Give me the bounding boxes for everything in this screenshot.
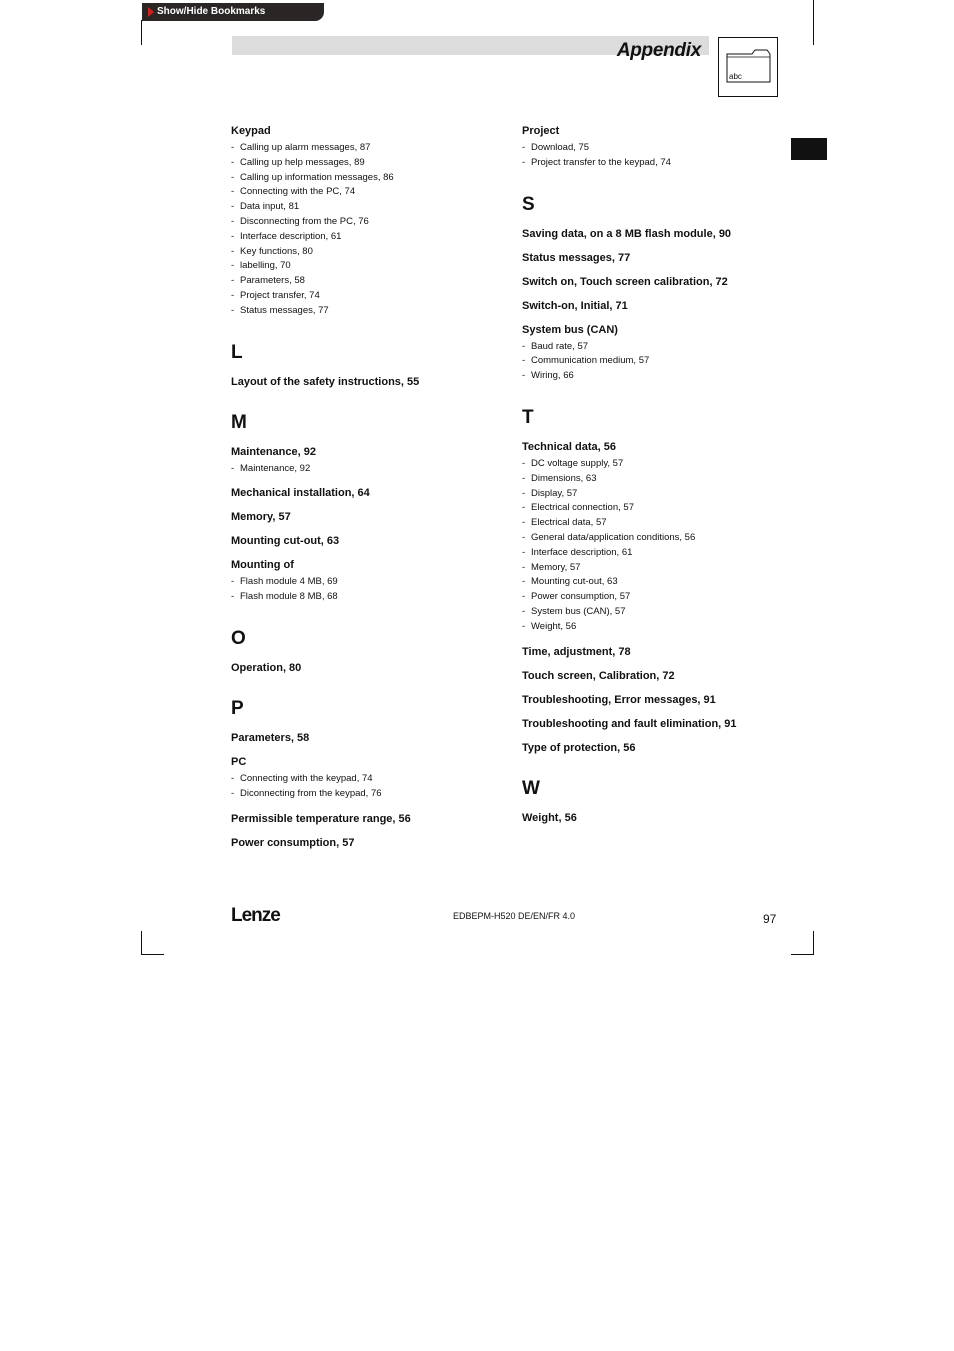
- index-subentry-text: Interface description, 61: [240, 230, 342, 242]
- index-subentry: [522, 620, 792, 635]
- index-letter-heading: O: [231, 627, 246, 649]
- index-subentry: [231, 215, 501, 230]
- index-entry: Power consumption, 57: [231, 836, 355, 849]
- dash-bullet: -: [231, 304, 235, 316]
- index-subentry: [522, 156, 792, 171]
- index-subentry-text: Mounting cut-out, 63: [531, 576, 618, 588]
- index-subentry-text: Maintenance, 92: [240, 462, 311, 474]
- dash-bullet: -: [231, 591, 235, 603]
- index-subentry: [231, 259, 501, 274]
- index-subentry-text: DC voltage supply, 57: [531, 457, 624, 469]
- crop-mark-bottom-right-v: [813, 931, 814, 955]
- index-subentry-text: Key functions, 80: [240, 245, 313, 257]
- index-subentry-text: Connecting with the PC, 74: [240, 186, 356, 198]
- show-hide-bookmarks-button[interactable]: [142, 3, 324, 21]
- dash-bullet: -: [231, 289, 235, 301]
- index-subentry-text: labelling, 70: [240, 260, 291, 272]
- dash-bullet: -: [522, 517, 526, 529]
- index-subentry-text: Project transfer, 74: [240, 289, 320, 301]
- index-letter-heading: M: [231, 411, 247, 433]
- index-subentry-text: Flash module 8 MB, 68: [240, 591, 338, 603]
- dash-bullet: -: [231, 186, 235, 198]
- index-subentry: [231, 230, 501, 245]
- index-entry: Permissible temperature range, 56: [231, 812, 411, 825]
- index-subentry-text: Project transfer to the keypad, 74: [531, 156, 671, 168]
- index-subentry: [522, 141, 792, 156]
- index-subentry: [231, 171, 501, 186]
- dash-bullet: -: [231, 142, 235, 153]
- index-entry: Troubleshooting, Error messages, 91: [522, 693, 716, 706]
- bookmark-button-label: Show/Hide Bookmarks: [157, 6, 266, 17]
- section-title: Appendix: [616, 40, 701, 61]
- dash-bullet: -: [522, 502, 526, 514]
- dash-bullet: -: [522, 620, 526, 632]
- page-number: 97: [763, 912, 777, 926]
- dash-bullet: -: [231, 462, 235, 474]
- index-subentry: [522, 531, 792, 546]
- folder-abc-icon: [719, 38, 777, 96]
- index-subentry-text: Diconnecting from the keypad, 76: [240, 787, 382, 799]
- index-entry: Type of protection, 56: [522, 741, 636, 754]
- index-entry: PC: [231, 755, 247, 768]
- index-subentry-text: Parameters, 58: [240, 275, 305, 287]
- index-entry: Touch screen, Calibration, 72: [522, 669, 675, 682]
- index-letter-heading: P: [231, 697, 244, 719]
- index-entry: Mechanical installation, 64: [231, 487, 370, 500]
- index-entry: System bus (CAN): [522, 323, 618, 336]
- index-subentry: [231, 185, 501, 200]
- index-subentry-text: Display, 57: [531, 487, 578, 499]
- document-id: EDBEPM-H520 DE/EN/FR 4.0: [453, 911, 576, 921]
- index-subentry: [522, 369, 792, 384]
- index-subentry: [231, 141, 501, 156]
- index-icon-box: [718, 37, 778, 97]
- index-letter-heading: L: [231, 341, 243, 363]
- play-arrow-icon: [148, 7, 154, 17]
- index-entry: Switch-on, Initial, 71: [522, 299, 628, 312]
- index-entry: Weight, 56: [522, 811, 577, 824]
- dash-bullet: -: [231, 787, 235, 799]
- index-letter-heading: T: [522, 406, 534, 428]
- crop-mark-top-left: [141, 20, 142, 45]
- index-subentry: [522, 487, 792, 502]
- dash-bullet: -: [231, 576, 235, 588]
- index-subentry: [231, 575, 501, 590]
- index-subentry-text: Connecting with the keypad, 74: [240, 772, 373, 784]
- index-subentry-text: Calling up information messages, 86: [240, 171, 394, 183]
- index-subentry: [231, 772, 501, 787]
- dash-bullet: -: [522, 355, 526, 367]
- index-subentry: [231, 590, 501, 605]
- index-subentry: [522, 561, 792, 576]
- index-subentry-text: Baud rate, 57: [531, 340, 589, 352]
- index-subentry-text: Wiring, 66: [531, 370, 574, 382]
- dash-bullet: -: [522, 591, 526, 603]
- index-entry: Keypad: [231, 125, 271, 137]
- index-entry: Parameters, 58: [231, 731, 310, 744]
- index-entry: Mounting cut-out, 63: [231, 535, 340, 548]
- dash-bullet: -: [231, 260, 235, 272]
- dash-bullet: -: [231, 156, 235, 168]
- dash-bullet: -: [231, 230, 235, 242]
- index-subentry: [231, 245, 501, 260]
- index-entry: Project: [522, 125, 560, 137]
- index-subentry-text: Data input, 81: [240, 201, 300, 213]
- dash-bullet: -: [522, 605, 526, 617]
- crop-mark-top-right: [813, 0, 814, 45]
- index-subentry: [522, 457, 792, 472]
- index-subentry: [522, 590, 792, 605]
- index-subentry-text: Disconnecting from the PC, 76: [240, 215, 369, 227]
- index-subentry-text: Download, 75: [531, 142, 590, 153]
- index-entry: Troubleshooting and fault elimination, 91: [522, 717, 737, 730]
- index-entry: Status messages, 77: [522, 251, 631, 264]
- lenze-logo: Lenze: [231, 905, 280, 926]
- crop-mark-bottom-left-h: [141, 954, 164, 955]
- dash-bullet: -: [522, 576, 526, 588]
- index-column-left: [231, 124, 501, 850]
- index-subentry-text: Weight, 56: [531, 620, 577, 632]
- index-subentry-text: Power consumption, 57: [531, 591, 631, 603]
- dash-bullet: -: [231, 772, 235, 784]
- index-subentry-text: System bus (CAN), 57: [531, 605, 626, 617]
- index-subentry-text: Electrical connection, 57: [531, 502, 634, 514]
- index-subentry-text: Calling up alarm messages, 87: [240, 142, 371, 153]
- index-entry: Switch on, Touch screen calibration, 72: [522, 275, 728, 288]
- index-subentry: [522, 516, 792, 531]
- dash-bullet: -: [231, 201, 235, 213]
- index-entry: Technical data, 56: [522, 440, 616, 453]
- dash-bullet: -: [522, 487, 526, 499]
- index-subentry: [522, 575, 792, 590]
- crop-mark-bottom-right-h: [791, 954, 814, 955]
- index-subentry-text: Electrical data, 57: [531, 517, 607, 529]
- dash-bullet: -: [522, 142, 526, 153]
- index-subentry-text: Status messages, 77: [240, 304, 329, 316]
- dash-bullet: -: [522, 472, 526, 484]
- index-entry: Operation, 80: [231, 661, 302, 674]
- index-subentry-text: Dimensions, 63: [531, 472, 597, 484]
- dash-bullet: -: [231, 245, 235, 257]
- dash-bullet: -: [522, 457, 526, 469]
- icon-abc-text: abc: [729, 72, 742, 81]
- dash-bullet: -: [231, 215, 235, 227]
- index-letter-heading: S: [522, 193, 535, 215]
- crop-mark-bottom-left-v: [141, 931, 142, 955]
- index-letter-heading: W: [522, 777, 540, 799]
- index-subentry: [522, 340, 792, 355]
- dash-bullet: -: [522, 156, 526, 168]
- index-subentry: [522, 472, 792, 487]
- index-subentry: [231, 304, 501, 319]
- index-entry: Maintenance, 92: [231, 445, 316, 458]
- index-subentry: [522, 354, 792, 369]
- index-subentry-text: General data/application conditions, 56: [531, 531, 696, 543]
- index-entry: Mounting of: [231, 559, 294, 572]
- dash-bullet: -: [522, 340, 526, 352]
- index-subentry: [231, 156, 501, 171]
- index-subentry: [522, 501, 792, 516]
- dash-bullet: -: [522, 561, 526, 573]
- index-subentry-text: Calling up help messages, 89: [240, 156, 365, 168]
- index-column-right: [522, 124, 792, 825]
- index-entry: Memory, 57: [231, 511, 291, 524]
- index-entry: Saving data, on a 8 MB flash module, 90: [522, 227, 732, 240]
- index-subentry: [231, 289, 501, 304]
- index-subentry-text: Flash module 4 MB, 69: [240, 576, 338, 588]
- dash-bullet: -: [522, 370, 526, 382]
- index-subentry-text: Interface description, 61: [531, 546, 633, 558]
- index-entry: Time, adjustment, 78: [522, 645, 631, 658]
- index-entry: Layout of the safety instructions, 55: [231, 375, 420, 388]
- index-subentry: [231, 462, 501, 477]
- dash-bullet: -: [522, 531, 526, 543]
- index-subentry: [231, 274, 501, 289]
- index-subentry: [231, 787, 501, 802]
- chapter-tab-marker: [791, 138, 827, 160]
- index-subentry-text: Communication medium, 57: [531, 355, 650, 367]
- index-subentry-text: Memory, 57: [531, 561, 581, 573]
- index-subentry: [522, 546, 792, 561]
- dash-bullet: -: [522, 546, 526, 558]
- index-subentry: [522, 605, 792, 620]
- index-subentry: [231, 200, 501, 215]
- dash-bullet: -: [231, 171, 235, 183]
- dash-bullet: -: [231, 275, 235, 287]
